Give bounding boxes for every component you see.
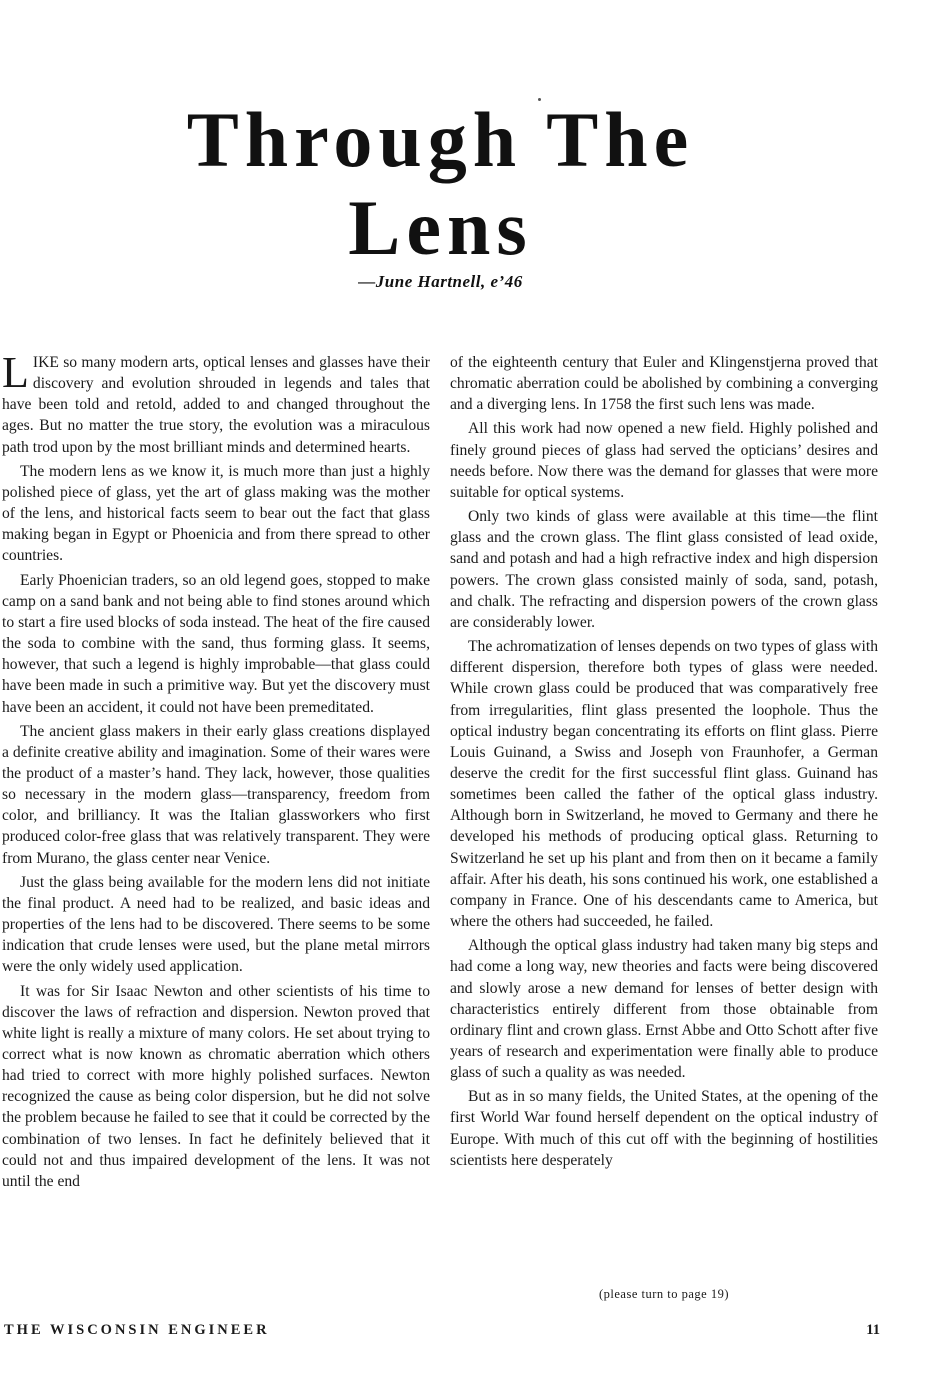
paragraph: of the eighteenth century that Euler and Klingenstjerna proved that chromatic aberration could be abolished by combining a converging and a diverging lens. In 1758 the first such lens was made.	[450, 354, 878, 414]
title-line-2: Lens	[348, 184, 533, 271]
paragraph: The modern lens as we know it, is much more than just a highly polished piece of glass, yet the art of glass making was the mother of the lens, and historical facts seem to bear out the fact that glass making began in Egypt or Phoenicia and from there spread to other countries.	[2, 462, 430, 565]
paragraph: It was for Sir Isaac Newton and other scientists of his time to discover the laws of refraction and dispersion. Newton proved that white light is really a mixture of many colors. He set about trying to correct what is now known as chromatic aberration which others had tried to correct with more highly polished surfaces. Newton recognized the cause as being color dispersion, but he did not solve the problem because he failed to see that it could be corrected by the combination of two lenses. In fact he definitely believed that it could not and thus impaired development of the lens. It was not until the end	[2, 982, 430, 1190]
paragraph: Just the glass being available for the modern lens did not initiate the final product. A need had to be realized, and basic ideas and properties of the lens had to be discovered. There seems to be some indication that crude lenses were used, but the plane metal mirrors were the only widely used application.	[2, 873, 430, 976]
paragraph: The ancient glass makers in their early glass creations displayed a definite creative ability and imagination. Some of their wares were the product of a master’s hand. They lack, however, those qualities so necessary in the modern glass—transparency, freedom from color, and brilliancy. It was the Italian glassworkers who first produced color-free glass that was relatively transparent. They were from Murano, the glass center near Venice.	[2, 722, 430, 867]
paragraph	[2, 348, 430, 458]
author-byline: —June Hartnell, e’46	[358, 272, 523, 291]
paragraph: Although the optical glass industry had taken many big steps and had come a long way, new theories and facts were being discovered and slowly arose a new demand for lenses of better design with characteristics entirely different from those obtainable from ordinary flint and crown glass. Ernst Abbe and Otto Schott after five years of research and experimentation were finally able to produce glass of such a quality as was needed.	[450, 937, 878, 1082]
publication-name: THE WISCONSIN ENGINEER	[4, 1322, 270, 1338]
right-column	[450, 352, 878, 1174]
page-footer	[4, 1322, 880, 1339]
continued-note: (please turn to page 19)	[598, 1287, 729, 1301]
left-column	[2, 348, 430, 1195]
paragraph: All this work had now opened a new field. Highly polished and finely ground pieces of glass had served the opticians’ desires and needs before. Now there was the demand for glasses that were more suitable for optical systems.	[450, 420, 878, 501]
paragraph: But as in so many fields, the United States, at the opening of the first World War found herself dependent on the optical industry of Europe. With much of this cut off with the beginning of hostilities scientists here desperately	[450, 1088, 878, 1169]
drop-cap: L	[2, 348, 29, 397]
title-line-1: Through The	[186, 96, 695, 183]
paragraph: Early Phoenician traders, so an old legend goes, stopped to make camp on a sand bank and not being able to find stones around which to start a fire used blocks of soda instead. The heat of the fire caused the soda to combine with the sand, thus forming glass. It seems, however, that such a legend is highly improbable—that glass could have been made in such a primitive way. But yet the discovery must have been an accident, it could not have been premeditated.	[2, 571, 430, 716]
paragraph: Only two kinds of glass were available at this time—the flint glass and the crown glass. The flint glass consisted of lead oxide, sand and potash and had a high refractive index and high dispersion powers. The crown glass consisted mainly of soda, sand, potash, and chalk. The refracting and dispersion powers of the crown glass are considerably lower.	[450, 508, 878, 631]
page-number: 11	[866, 1322, 880, 1338]
paragraph: The achromatization of lenses depends on two types of glass with different dispersion, therefore both types of glass were needed. While crown glass could be produced that was comparatively free from irregularities, flint glass presented the loophole. Thus the optical industry began concentrating its efforts on flint glass. Pierre Louis Guinand, a Swiss and Joseph von Fraunhofer, a German deserve the credit for the first successful flint glass. Guinand has sometimes been called the father of the optical glass industry. Although born in Switzerland, he moved to Germany and there he developed his methods of producing optical glass. Returning to Switzerland he set up his plant and from then on it became a family affair. After his death, his sons continued his work, one established a company in France. One of his descendants came to America, but where the others had succeeded, he failed.	[450, 638, 878, 931]
article-title	[0, 96, 881, 272]
paragraph-text: IKE so many modern arts, optical lenses and glasses have their discovery and evolution shrouded in legends and tales that have been told and retold, added to and changed throughout the ages. But no matter the true story, the evolution was a miraculous path trod upon by the most brilliant minds and determined hearts.	[2, 354, 430, 456]
